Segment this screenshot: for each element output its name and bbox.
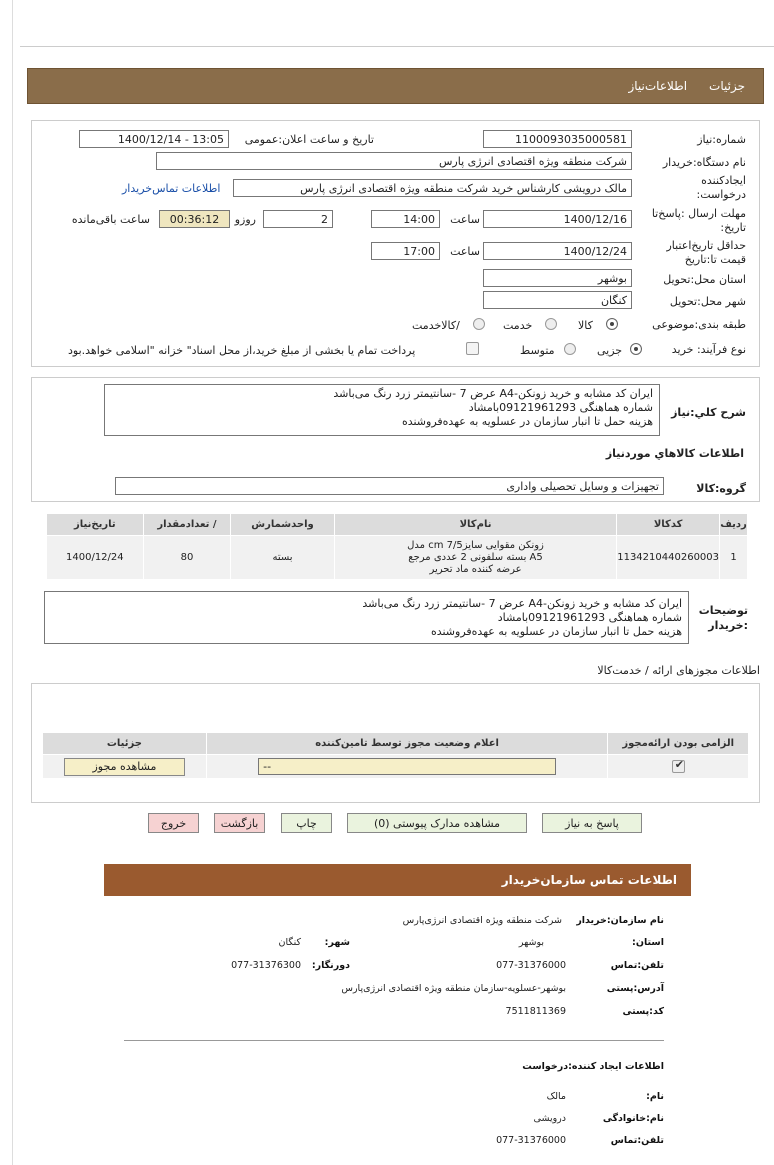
col-name: نام‌کالا (334, 514, 616, 536)
col-row: ردیف (720, 514, 748, 536)
city-value-c: کنگان (278, 937, 301, 948)
view-permit-button[interactable]: مشاهده مجوز (64, 758, 185, 776)
exit-button[interactable]: خروج (148, 813, 199, 833)
back-button[interactable]: بازگشت (214, 813, 265, 833)
need-number-field: 1100093035000581 (483, 130, 632, 148)
goods-title: اطلاعات کالاهاي مورد‌نیاز (605, 447, 744, 460)
summary-label: شرح کلي:نیاز (671, 406, 746, 419)
col-unit: واحدشمارش (231, 514, 335, 536)
deadline-label-1: مهلت ارسال :پاسخ‌تا (651, 207, 746, 220)
summary-line-1: ایران کد مشابه و خرید زونکن-A4 عرض 7 -سانتیمتر زرد رنگ می‌باشد (333, 387, 653, 400)
address-label: آدرس:پستی (606, 983, 664, 994)
summary-box (104, 384, 660, 436)
tab-need-info[interactable]: اطلاعات‌نیاز (628, 79, 688, 93)
creator-label-2: درخواست: (696, 188, 746, 201)
announce-label: تاریخ و ساعت اعلان:عمومی (244, 133, 374, 146)
summary-line-2: شماره هماهنگی 09121961293بامشاد (468, 401, 653, 414)
category-goods-radio[interactable] (606, 318, 618, 330)
address-value: بوشهر-عسلویه-سازمان منطقه ویژه اقتصادی انرژی‌پارس (341, 983, 566, 994)
goods-group-label: گروه:کالا (696, 482, 746, 495)
cell-name-line-3: عرضه کننده ماد تحریر (429, 563, 522, 575)
phone-label: تلفن:تماس (610, 960, 664, 971)
buyer-notes-box (44, 591, 689, 644)
col-required: الزامی بودن ارائه‌مجوز (608, 733, 749, 755)
buyer-notes-label-2: :خریدار (708, 619, 748, 632)
table-row (43, 755, 749, 779)
col-details: جزئیات (43, 733, 207, 755)
province-value-c: بوشهر (518, 937, 544, 948)
name-value: مالک (546, 1091, 566, 1102)
postal-value: 7511811369 (505, 1006, 566, 1017)
creator-label-1: ایجادکننده (701, 174, 746, 187)
province-label: استان محل:تحویل (663, 273, 746, 286)
goods-table-header (47, 514, 748, 536)
cell-code: 1134210440260003 (617, 536, 720, 580)
remaining-time-field: 00:36:12 (159, 210, 230, 228)
contact-header: اطلاعات تماس سازمان‌خریدار (104, 864, 691, 896)
category-both-radio[interactable] (473, 318, 485, 330)
announce-field: 1400/12/14 - 13:05 (79, 130, 229, 148)
validity-date-field: 1400/12/24 (483, 242, 632, 260)
days-field: 2 (263, 210, 333, 228)
province-field: بوشهر (483, 269, 632, 287)
process-medium-radio[interactable] (564, 343, 576, 355)
family-label: نام:خانوادگی (602, 1113, 664, 1124)
province-label-c: استان: (632, 937, 664, 948)
category-both-label: /کالاخدمت (412, 319, 460, 332)
category-goods-label: کالا (578, 319, 593, 332)
required-checkbox[interactable] (672, 760, 685, 773)
left-border-line (12, 0, 13, 1165)
buyer-notes-line-3: هزینه حمل تا انبار سازمان در عسلویه به عهده‌فروشنده (430, 625, 682, 638)
category-service-label: خدمت (503, 319, 533, 332)
remaining-label: ساعت باقی‌مانده (71, 213, 150, 226)
phone-value: 077-31376000 (496, 960, 566, 971)
buyer-org-label: نام دستگاه:خریدار (662, 156, 746, 169)
deadline-date-field: 1400/12/16 (483, 210, 632, 228)
postal-label: کد:پستی (622, 1006, 664, 1017)
creator-title: اطلاعات ایجاد کننده:درخواست (522, 1061, 664, 1072)
buyer-contact-link[interactable]: اطلاعات تماس‌خریدار (122, 182, 221, 195)
buyer-notes-line-1: ایران کد مشابه و خرید زونکن-A4 عرض 7 -سانتیمتر زرد رنگ می‌باشد (362, 597, 682, 610)
deadline-time-label: ساعت (450, 213, 480, 226)
col-qty: / تعدادمقدار (143, 514, 231, 536)
cell-name (334, 536, 616, 580)
category-label: طبقه بندی:موضوعی (652, 318, 746, 331)
contact-divider (124, 1040, 664, 1041)
days-label: روزو (234, 213, 256, 226)
category-service-radio[interactable] (545, 318, 557, 330)
city-label-c: شهر: (324, 937, 350, 948)
cell-row: 1 (720, 536, 748, 580)
payment-checkbox[interactable] (466, 342, 479, 355)
validity-label-1: حداقل تاریخ‌اعتبار (666, 239, 746, 252)
creator-phone-label: تلفن:تماس (610, 1135, 664, 1146)
creator-phone-value: 077-31376000 (496, 1135, 566, 1146)
goods-table (46, 513, 748, 580)
city-field: کنگان (483, 291, 632, 309)
validity-time-label: ساعت (450, 245, 480, 258)
buyer-notes-line-2: شماره هماهنگی 09121961293بامشاد (497, 611, 682, 624)
col-code: کدکالا (617, 514, 720, 536)
top-separator (20, 46, 774, 47)
cell-details (43, 755, 207, 779)
fax-value: 077-31376300 (231, 960, 301, 971)
need-number-label: شماره:نیاز (697, 133, 746, 146)
cell-date: 1400/12/24 (47, 536, 144, 580)
deadline-label-2: تاریخ: (720, 221, 746, 234)
creator-field: مالک درویشی کارشناس خرید شرکت منطقه ویژه اقتصادی انرژی پارس (233, 179, 632, 197)
cell-qty: 80 (143, 536, 231, 580)
name-label: نام: (646, 1091, 664, 1102)
deadline-time-field: 14:00 (371, 210, 440, 228)
col-date: تاریخ‌نیاز (47, 514, 144, 536)
payment-note: پرداخت تمام یا بخشی از مبلغ خرید،از محل اسناد" خزانه "اسلامی خواهد.بود (68, 344, 416, 357)
tab-bar (27, 68, 764, 104)
permits-table-header (43, 733, 749, 755)
attachments-button[interactable]: مشاهده مدارک پیوستی (0) (347, 813, 527, 833)
col-status: اعلام وضعیت مجوز توسط تامین‌کننده (206, 733, 608, 755)
tab-details[interactable]: جزئیات (709, 79, 745, 93)
process-label: نوع فرآیند: خرید (671, 343, 746, 356)
org-value: شرکت منطقه ویژه اقتصادی انرژی‌پارس (402, 915, 562, 926)
cell-name-line-2: A5 بسته سلفونی 2 عددی مرجع (408, 551, 543, 563)
org-label: نام سازمان:خریدار (576, 915, 664, 926)
permit-status-field: -- (258, 758, 556, 775)
cell-name-line-1: زونکن مقوایی سایز7/5 cm مدل (407, 539, 544, 551)
check-icon: ✔ (674, 758, 684, 771)
family-value: درویشی (533, 1113, 566, 1124)
permits-table (42, 732, 749, 779)
buyer-org-field: شرکت منطقه ویژه اقتصادی انرژی پارس (156, 152, 632, 170)
process-medium-label: متوسط (520, 344, 555, 357)
summary-line-3: هزینه حمل تا انبار سازمان در عسلویه به عهده‌فروشنده (401, 415, 653, 428)
print-button[interactable]: چاپ (281, 813, 332, 833)
validity-time-field: 17:00 (371, 242, 440, 260)
city-label: شهر محل:تحویل (669, 295, 746, 308)
permits-title: اطلاعات مجوزهای ارائه / خدمت‌کالا (597, 664, 760, 677)
table-row (47, 536, 748, 580)
process-partial-label: جزیی (597, 344, 623, 357)
process-partial-radio[interactable] (630, 343, 642, 355)
buyer-notes-label-1: توضیحات (698, 604, 748, 617)
cell-status (206, 755, 608, 779)
validity-label-2: قیمت تا:تاریخ (684, 253, 746, 266)
fax-label: دورنگار: (311, 960, 350, 971)
cell-required (608, 755, 749, 779)
cell-unit: بسته (231, 536, 335, 580)
reply-button[interactable]: پاسخ به نیاز (542, 813, 642, 833)
goods-group-field: تجهیزات و وسایل تحصیلی واداری (115, 477, 664, 495)
